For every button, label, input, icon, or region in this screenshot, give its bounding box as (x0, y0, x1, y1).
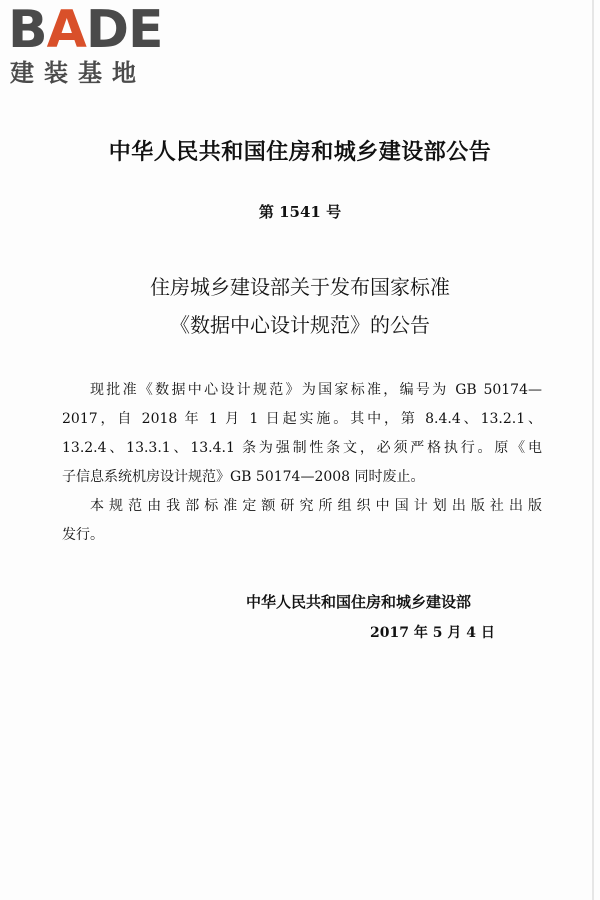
logo-subtitle: 建装基地 (10, 59, 146, 87)
logo-wordmark (8, 0, 163, 60)
body-line: 13.2.4、13.3.1、13.4.1 条为强制性条文，必须严格执行。原《电 (62, 440, 542, 456)
bade-logo (8, 0, 178, 90)
body-line: 本规范由我部标准定额研究所组织中国计划出版社出版 (90, 498, 542, 514)
body-line: 子信息系统机房设计规范》GB 50174—2008 同时废止。 (62, 469, 425, 485)
signature-date: 2017 年 5 月 4 日 (370, 625, 495, 641)
document-title: 中华人民共和国住房和城乡建设部公告 (108, 140, 492, 165)
subject-line-1: 住房城乡建设部关于发布国家标准 (150, 275, 450, 299)
logo-letters-de: DE (85, 0, 163, 60)
signature-organization: 中华人民共和国住房和城乡建设部 (246, 593, 472, 611)
subject-line-2: 《数据中心设计规范》的公告 (170, 313, 430, 337)
body-line: 发行。 (62, 527, 104, 543)
logo-letter-a: A (46, 0, 86, 60)
announcement-number: 第 1541 号 (258, 203, 342, 221)
body-line: 现批准《数据中心设计规范》为国家标准，编号为 GB 50174— (90, 382, 542, 398)
body-line: 2017，自 2018 年 1 月 1 日起实施。其中，第 8.4.4、13.2.1、 (62, 411, 542, 427)
logo-letter-b: B (8, 0, 47, 60)
